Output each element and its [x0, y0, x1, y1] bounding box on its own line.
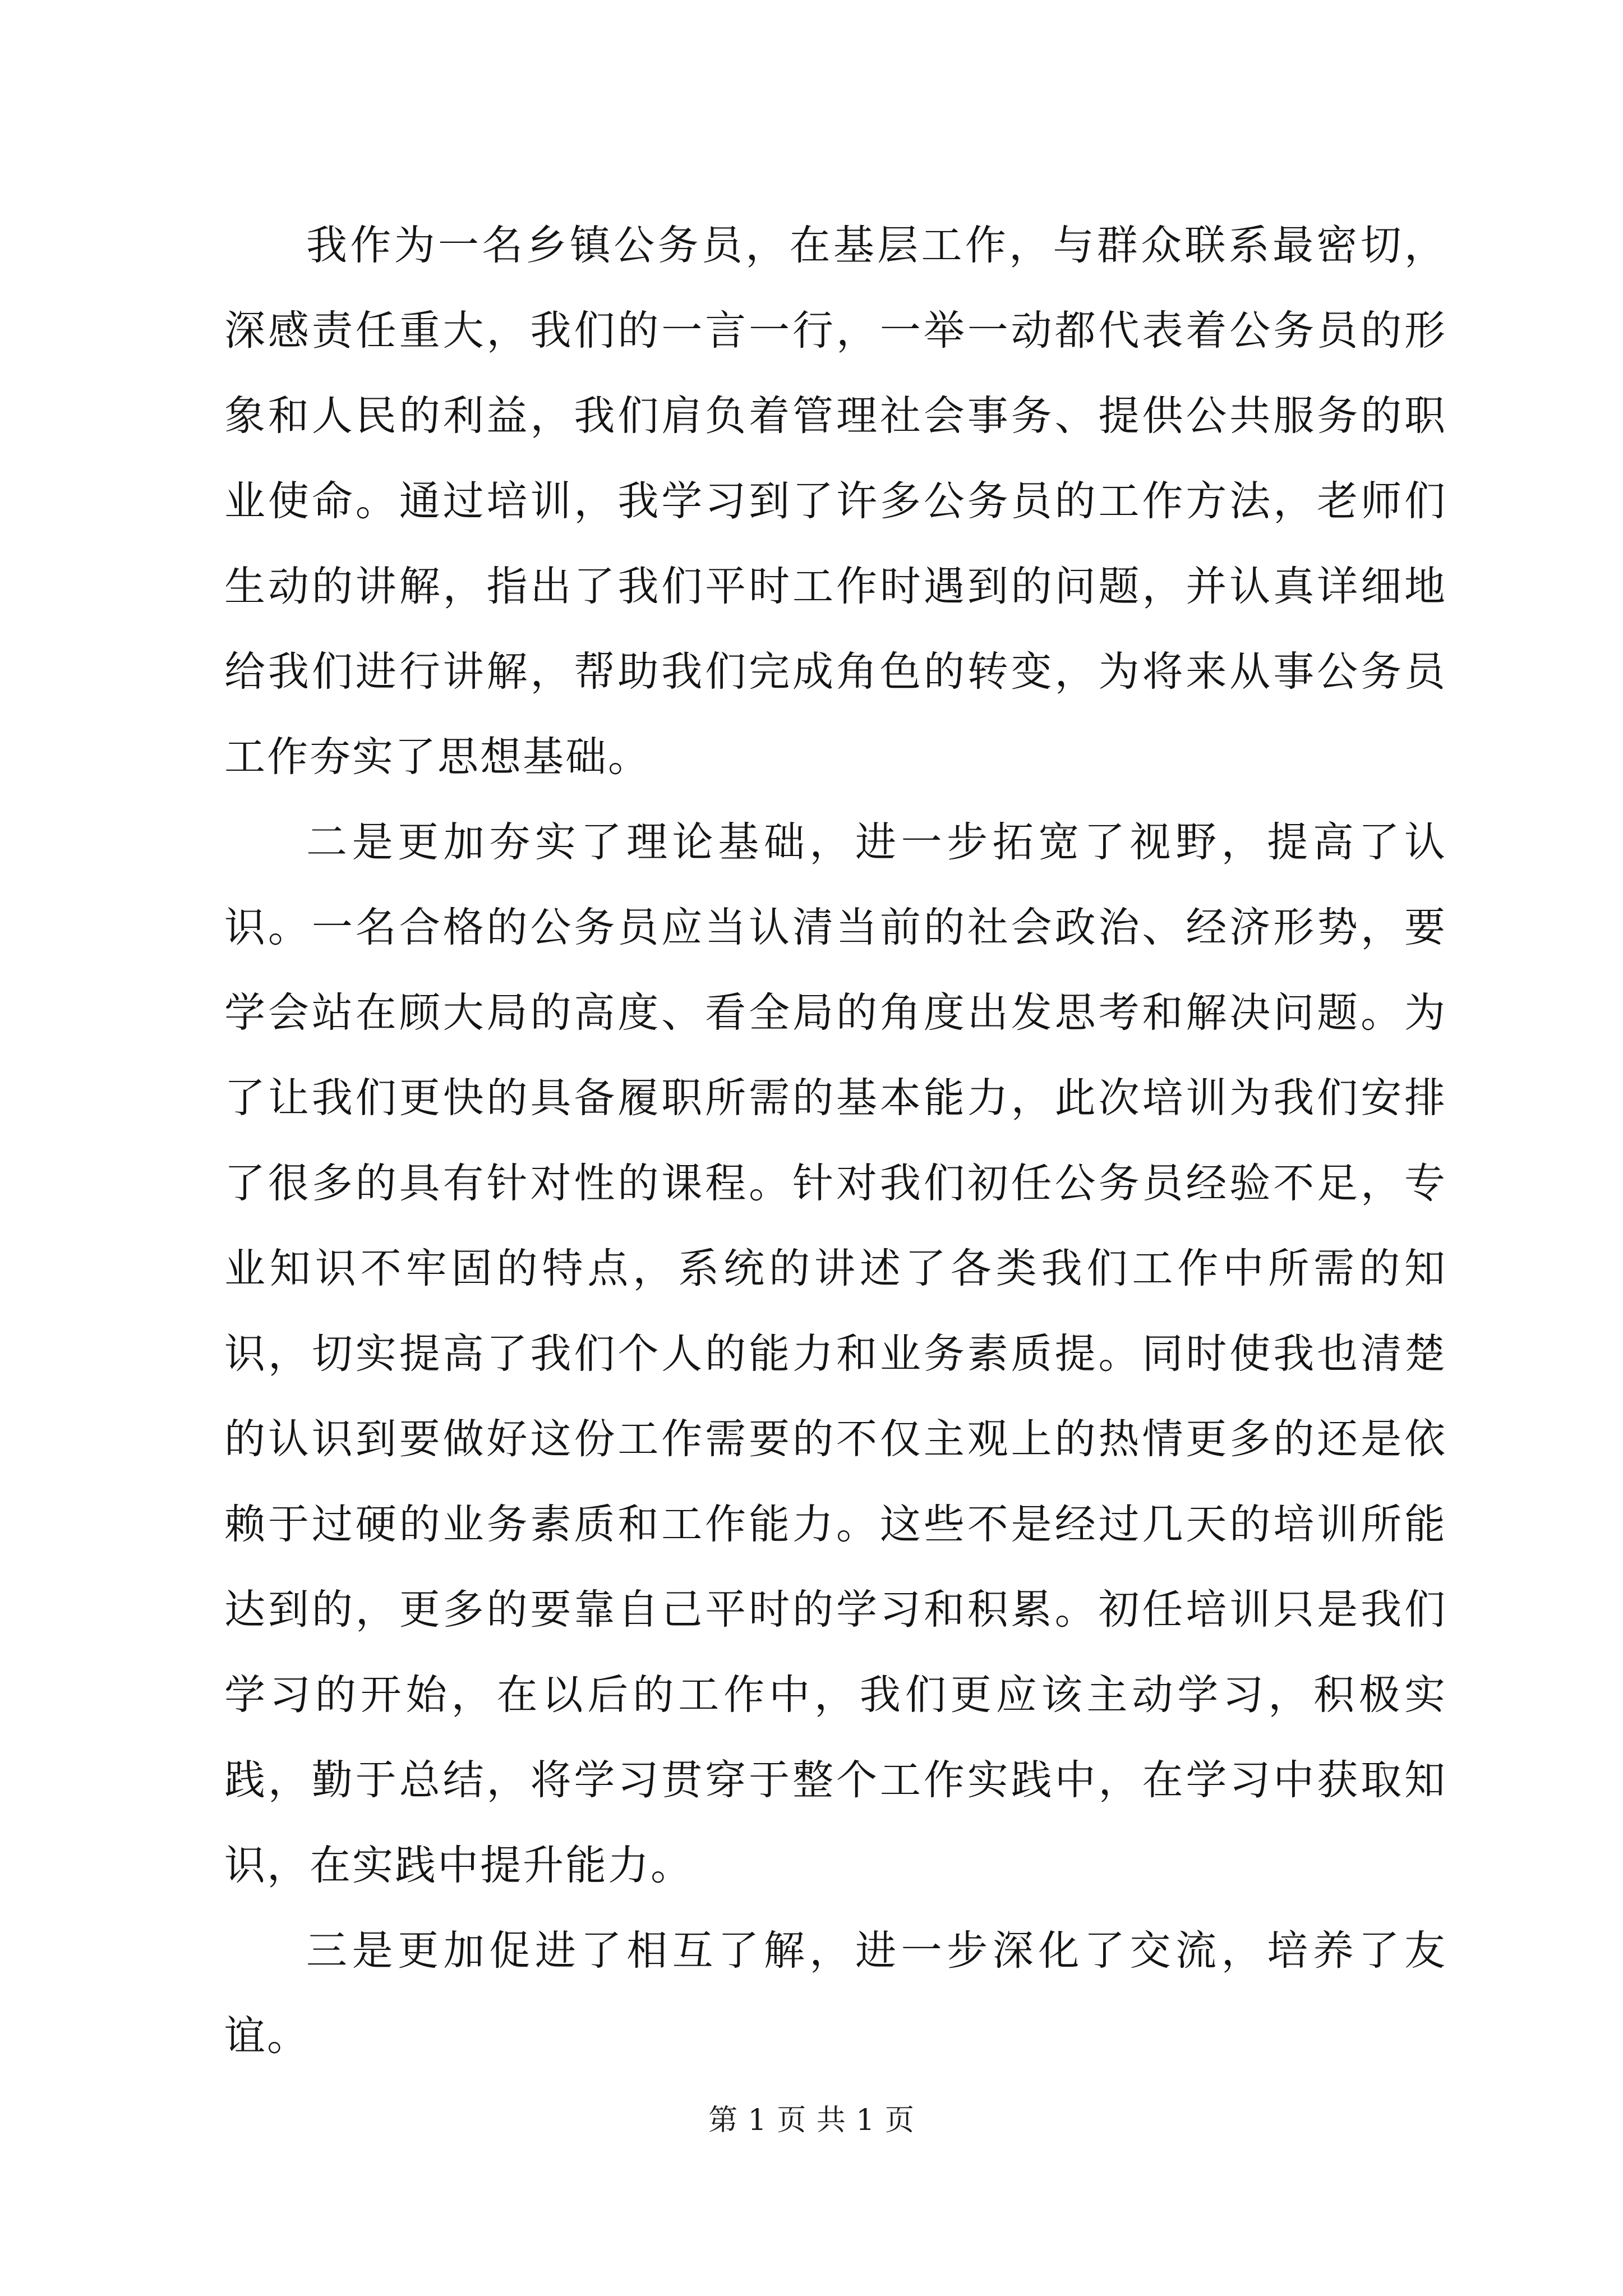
paragraph: 我作为一名乡镇公务员，在基层工作，与群众联系最密切，深感责任重大，我们的一言一行，一举一动都代表着公务员的形象和人民的利益，我们肩负着管理社会事务、提供公共服务的职业使命。通过培训，我学习到了许多公务员的工作方法，老师们生动的讲解，指出了我们平时工作时遇到的问题，并认真详细地给我们进行讲解，帮助我们完成角色的转变，为将来从事公务员工作夯实了思想基础。 [224, 222, 1447, 781]
paragraph: 二是更加夯实了理论基础，进一步拓宽了视野，提高了认识。一名合格的公务员应当认清当前的社会政治、经济形势，要学会站在顾大局的高度、看全局的角度出发思考和解决问题。为了让我们更快的具备履职所需的基本能力，此次培训为我们安排了很多的具有针对性的课程。针对我们初任公务员经验不足，专业知识不牢固的特点，系统的讲述了各类我们工作中所需的知识，切实提高了我们个人的能力和业务素质提。同时使我也清楚的认识到要做好这份工作需要的不仅主观上的热情更多的还是依赖于过硬的业务素质和工作能力。这些不是经过几天的培训所能达到的，更多的要靠自己平时的学习和积累。初任培训只是我们学习的开始，在以后的工作中，我们更应该主动学习，积极实践，勤于总结，将学习贯穿于整个工作实践中，在学习中获取知识，在实践中提升能力。 [224, 818, 1447, 1889]
document-body [224, 203, 1447, 2079]
paragraph: 三是更加促进了相互了解，进一步深化了交流，培养了友谊。 [224, 1927, 1447, 2060]
page-footer: 第 1 页 共 1 页 [708, 2104, 915, 2137]
